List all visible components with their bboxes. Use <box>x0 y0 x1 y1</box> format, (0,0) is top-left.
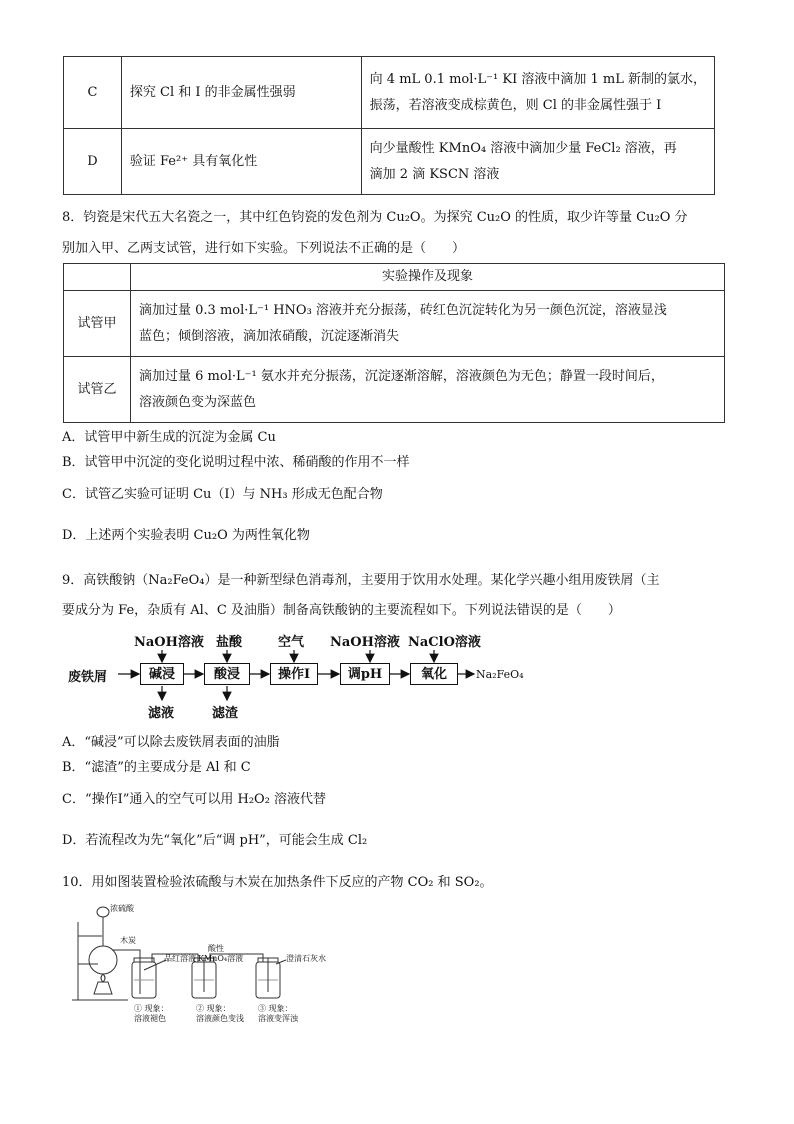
caption-line: 现象： <box>268 1004 293 1013</box>
caption-line: 现象： <box>206 1004 231 1013</box>
flow-step-box: 操作Ⅰ <box>270 663 318 685</box>
row-purpose: 验证 Fe²⁺ 具有氧化性 <box>121 129 361 195</box>
q8-experiment-table <box>63 263 725 423</box>
flow-step-box: 酸浸 <box>204 663 250 685</box>
flow-output-label: 滤液 <box>148 706 175 721</box>
q10-stem: 10．用如图装置检验浓硫酸与木炭在加热条件下反应的产物 CO₂ 和 SO₂。 <box>62 875 493 890</box>
row-label: 试管甲 <box>64 291 131 357</box>
caption-1 <box>134 1004 169 1024</box>
label-acidic: 酸性 <box>208 944 224 953</box>
table-row <box>64 291 725 357</box>
flow-product: Na₂FeO₄ <box>476 668 524 681</box>
label-charcoal: 木炭 <box>120 936 136 945</box>
q9-option-b: B．“滤渣”的主要成分是 Al 和 C <box>62 760 251 775</box>
caption-number: ② <box>196 1004 204 1013</box>
q9-stem-line: 要成分为 Fe，杂质有 Al、C 及油脂）制备高铁酸钠的主要流程如下。下列说法错误的是（ ） <box>62 603 621 618</box>
flow-input-label: 盐酸 <box>216 635 243 650</box>
table-row <box>64 357 725 423</box>
content-line: 滴加过量 0.3 mol·L⁻¹ HNO₃ 溶液并充分振荡，砖红色沉淀转化为另一颜色沉淀，溶液显浅 <box>139 302 667 318</box>
q8-stem-line: 8．钧瓷是宋代五大名瓷之一，其中红色钧瓷的发色剂为 Cu₂O。为探究 Cu₂O 的性质，取少许等量 Cu₂O 分 <box>62 210 688 225</box>
table-row <box>64 129 715 195</box>
q9-option-d: D．若流程改为先“氧化”后“调 pH”，可能会生成 Cl₂ <box>62 833 368 848</box>
flow-input-label: NaOH溶液 <box>134 635 204 650</box>
caption-number: ③ <box>258 1004 266 1013</box>
experiment-table-cd <box>63 56 715 195</box>
flow-step-box: 碱浸 <box>140 663 184 685</box>
caption-line: 溶液颜色变浅 <box>196 1014 244 1023</box>
q8-option-a: A．试管甲中新生成的沉淀为金属 Cu <box>62 430 276 445</box>
flow-step-box: 调pH <box>340 663 390 685</box>
row-label: D <box>64 129 122 195</box>
apparatus-figure <box>68 902 358 1032</box>
content-line: 溶液颜色变为深蓝色 <box>139 394 257 410</box>
table-header-row <box>64 264 725 291</box>
caption-2 <box>196 1004 244 1024</box>
row-purpose: 探究 Cl 和 I 的非金属性强弱 <box>121 57 361 129</box>
label-magenta-solution: 品红溶液 <box>164 954 196 963</box>
caption-number: ① <box>134 1004 142 1013</box>
operation-line: 向 4 mL 0.1 mol·L⁻¹ KI 溶液中滴加 1 mL 新制的氯水， <box>369 71 706 87</box>
content-line: 滴加过量 6 mol·L⁻¹ 氨水并充分振荡，沉淀逐渐溶解，溶液颜色为无色；静置一段时间后， <box>139 368 664 384</box>
flow-step-box: 氧化 <box>410 663 458 685</box>
row-content <box>131 357 725 423</box>
q8-option-c: C．试管乙实验可证明 Cu（Ⅰ）与 NH₃ 形成无色配合物 <box>62 487 383 502</box>
content-line: 蓝色；倾倒溶液，滴加浓硝酸，沉淀逐渐消失 <box>139 328 400 344</box>
caption-line: 现象： <box>144 1004 169 1013</box>
q8-stem-line: 别加入甲、乙两支试管，进行如下实验。下列说法不正确的是（ ） <box>62 241 466 256</box>
row-label: 试管乙 <box>64 357 131 423</box>
operation-line: 滴加 2 滴 KSCN 溶液 <box>369 166 500 182</box>
caption-3 <box>258 1004 298 1024</box>
table-row <box>64 57 715 129</box>
table-header: 实验操作及现象 <box>131 264 725 291</box>
label-concentrated-sulfuric-acid: 浓硫酸 <box>110 904 134 913</box>
caption-line: 溶液变浑浊 <box>258 1014 298 1023</box>
flow-output-label: 滤渣 <box>212 706 239 721</box>
flow-input-label: NaOH溶液 <box>330 635 400 650</box>
q9-option-c: C．“操作Ⅰ”通入的空气可以用 H₂O₂ 溶液代替 <box>62 792 327 807</box>
caption-line: 溶液褪色 <box>134 1014 166 1023</box>
row-operation <box>361 129 714 195</box>
flow-input-label: 空气 <box>278 635 305 650</box>
label-limewater: 澄清石灰水 <box>286 954 326 963</box>
row-label: C <box>64 57 122 129</box>
label-kmno4-solution: KMnO₄溶液 <box>198 954 244 963</box>
flow-input-label: NaClO溶液 <box>408 635 481 650</box>
flow-start: 废铁屑 <box>68 670 108 685</box>
q9-stem-line: 9．高铁酸钠（Na₂FeO₄）是一种新型绿色消毒剂，主要用于饮用水处理。某化学兴趣小组用废铁屑（主 <box>62 573 660 588</box>
q8-option-d: D．上述两个实验表明 Cu₂O 为两性氧化物 <box>62 528 310 543</box>
header-empty-cell <box>64 264 131 291</box>
operation-line: 向少量酸性 KMnO₄ 溶液中滴加少量 FeCl₂ 溶液，再 <box>369 140 677 156</box>
operation-line: 振荡，若溶液变成棕黄色，则 Cl 的非金属性强于 I <box>369 97 662 113</box>
flow-arrows <box>60 640 490 710</box>
q8-option-b: B．试管甲中沉淀的变化说明过程中浓、稀硝酸的作用不一样 <box>62 455 410 470</box>
row-content <box>131 291 725 357</box>
row-operation <box>361 57 714 129</box>
q9-option-a: A．“碱浸”可以除去废铁屑表面的油脂 <box>62 735 280 750</box>
